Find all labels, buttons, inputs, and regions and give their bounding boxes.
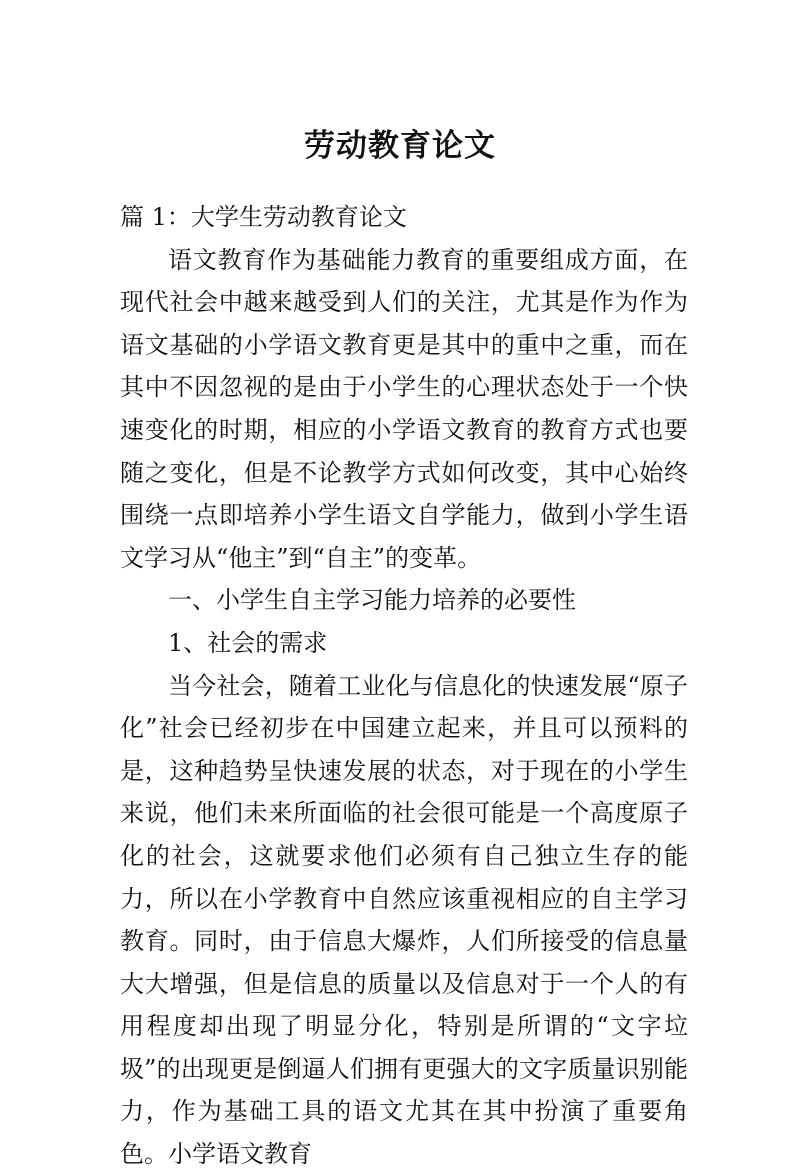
section-heading: 篇 1：大学生劳动教育论文 xyxy=(120,203,407,231)
document-body xyxy=(120,196,688,1176)
subheading-social-demand: 1、社会的需求 xyxy=(168,628,328,657)
paragraph-social-demand: 当今社会，随着工业化与信息化的快速发展“原子化”社会已经初步在中国建立起来，并且可以预料的是，这种趋势呈快速发展的状态，对于现在的小学生来说，他们未来所面临的社会很可能是一个高度原子化的社会，这就要求他们必须有自己独立生存的能力，所以在小学教育中自然应该重视相应的自主学习教育。同时，由于信息大爆炸，人们所接受的信息量大大增强，但是信息的质量以及信息对于一个人的有用程度却出现了明显分化，特别是所谓的“文字垃圾”的出现更是倒逼人们拥有更强大的文字质量识别能力，作为基础工具的语文尤其在其中扮演了重要角色。小学语文教育 xyxy=(120,671,688,1169)
paragraph-intro: 语文教育作为基础能力教育的重要组成方面，在现代社会中越来越受到人们的关注，尤其是作为作为语文基础的小学语文教育更是其中的重中之重，而在其中不因忽视的是由于小学生的心理状态处于一个快速变化的时期，相应的小学语文教育的教育方式也要随之变化，但是不论教学方式如何改变，其中心始终围绕一点即培养小学生语文自学能力，做到小学生语文学习从“他主”到“自主”的变革。 xyxy=(120,245,688,572)
subheading-necessity: 一、小学生自主学习能力培养的必要性 xyxy=(168,586,576,615)
document-title: 劳动教育论文 xyxy=(304,128,496,164)
